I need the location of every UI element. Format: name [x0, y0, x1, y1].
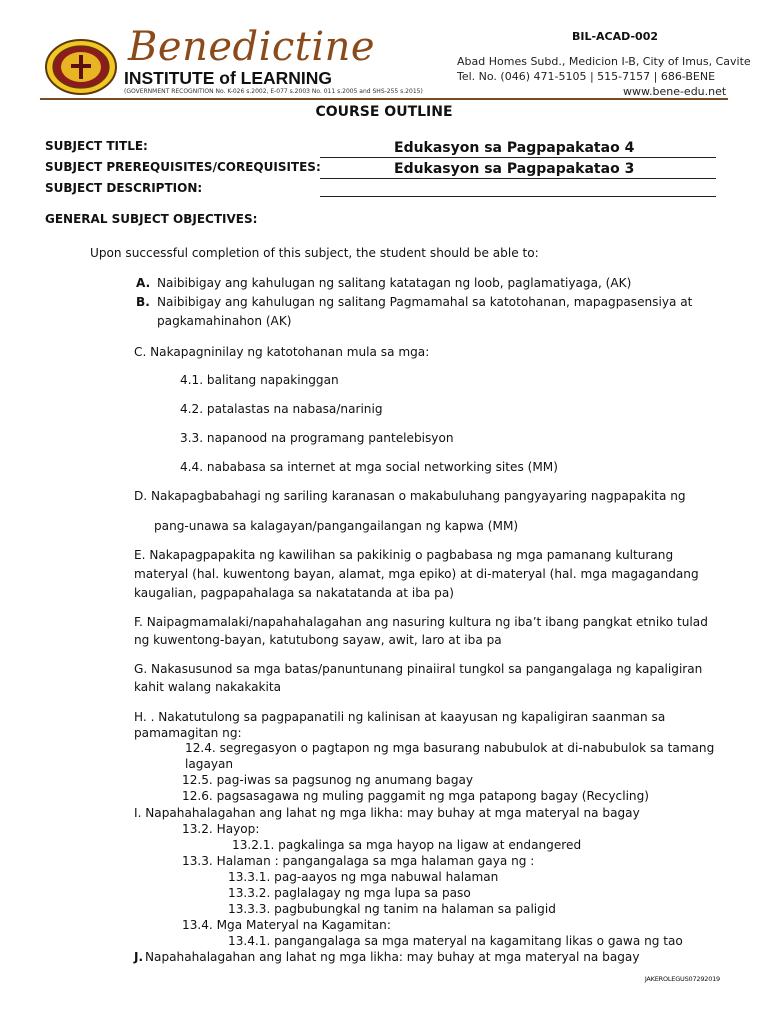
- item-e-text-2: materyal (hal. kuwentong bayan, alamat, mga epiko) at di-materyal (hal. mga magagandang: [134, 567, 699, 581]
- footer-code: JAKEROLEGUS07292019: [644, 975, 720, 983]
- item-d-text-1: D. Nakapagbabahagi ng sariling karanasan o makabuluhang pangyayaring nagpapakita ng: [134, 489, 686, 503]
- item-e-text-1: E. Nakapagpapakita ng kawilihan sa pakikinig o pagbabasa ng mga pamanang kulturang: [134, 548, 674, 562]
- item-i-133: 13.3. Halaman : pangangalaga sa mga halaman gaya ng :: [182, 854, 535, 868]
- item-e-text-3: kaugalian, pagpapahalaga sa nakatatanda at iba pa): [134, 586, 454, 600]
- item-i-text: I. Napahahalagahan ang lahat ng mga likha: may buhay at mga materyal na bagay: [134, 806, 640, 820]
- item-c-3: 3.3. napanood na programang pantelebisyon: [180, 431, 454, 445]
- subject-title-value: Edukasyon sa Pagpapakatao 4: [394, 140, 635, 156]
- item-c-4: 4.4. nababasa sa internet at mga social networking sites (MM): [180, 460, 558, 474]
- phone: Tel. No. (046) 471-5105 | 515-7157 | 686-BENE: [457, 69, 716, 83]
- item-j-text: Napahahalagahan ang lahat ng mga likha: may buhay at mga materyal na bagay: [145, 950, 640, 964]
- prereq-label: SUBJECT PREREQUISITES/COREQUISITES:: [45, 160, 321, 174]
- item-h-text-2: pamamagitan ng:: [134, 726, 242, 740]
- item-i-1321: 13.2.1. pagkalinga sa mga hayop na ligaw at endangered: [232, 838, 582, 852]
- objectives-intro: Upon successful completion of this subject, the student should be able to:: [90, 246, 539, 260]
- header-divider: [40, 98, 728, 100]
- item-i-132: 13.2. Hayop:: [182, 822, 260, 836]
- item-b-text-1: Naibibigay ang kahulugan ng salitang Pagmamahal sa katotohanan, mapagpasensiya at: [157, 295, 693, 309]
- description-underline: [320, 196, 716, 197]
- item-f-text-2: ng kuwentong-bayan, katutubong sayaw, awit, laro at iba pa: [134, 633, 502, 647]
- item-b-text-2: pagkamahinahon (AK): [157, 314, 292, 328]
- contact-block: [457, 55, 751, 99]
- school-seal-logo: [44, 38, 118, 96]
- item-i-1331: 13.3.1. pag-aayos ng mga nabuwal halaman: [228, 870, 499, 884]
- brand-name: Benedictine: [128, 24, 376, 70]
- item-c-text: C. Nakapagninilay ng katotohanan mula sa mga:: [134, 345, 430, 359]
- item-h-126: 12.6. pagsasagawa ng muling paggamit ng mga patapong bagay (Recycling): [182, 789, 649, 803]
- item-d-text-2: pang-unawa sa kalagayan/pangangailangan ng kapwa (MM): [154, 519, 519, 533]
- item-a-marker: A.: [136, 276, 151, 290]
- item-h-text-1: H. . Nakatutulong sa pagpapanatili ng kalinisan at kaayusan ng kapaligiran saanman sa: [134, 710, 666, 724]
- item-a-text: Naibibigay ang kahulugan ng salitang katatagan ng loob, paglamatiyaga, (AK): [157, 276, 632, 290]
- item-c-2: 4.2. patalastas na nabasa/narinig: [180, 402, 383, 416]
- prereq-underline: [320, 178, 716, 179]
- item-h-124-b: lagayan: [185, 757, 234, 771]
- item-g-text-1: G. Nakasusunod sa mga batas/panuntunang pinaiiral tungkol sa pangangalaga ng kapaligiran: [134, 662, 703, 676]
- government-recognition: (GOVERNMENT RECOGNITION No. K-026 s.2002, E-077 s.2003 No. 011 s.2005 and SHS-255 s.2015): [124, 88, 423, 95]
- item-i-134: 13.4. Mga Materyal na Kagamitan:: [182, 918, 391, 932]
- item-b-marker: B.: [136, 295, 150, 309]
- address: Abad Homes Subd., Medicion I-B, City of Imus, Cavite: [457, 55, 751, 68]
- item-i-1332: 13.3.2. paglalagay ng mga lupa sa paso: [228, 886, 471, 900]
- item-i-1333: 13.3.3. pagbubungkal ng tanim na halaman sa paligid: [228, 902, 556, 916]
- item-i-1341: 13.4.1. pangangalaga sa mga materyal na kagamitang likas o gawa ng tao: [228, 934, 683, 948]
- item-h-124-a: 12.4. segregasyon o pagtapon ng mga basurang nabubulok at di-nabubulok sa tamang: [185, 741, 715, 755]
- prereq-value: Edukasyon sa Pagpapakatao 3: [394, 161, 635, 177]
- subject-title-label: SUBJECT TITLE:: [45, 139, 148, 153]
- description-label: SUBJECT DESCRIPTION:: [45, 181, 203, 195]
- item-j-marker: J.: [134, 950, 144, 964]
- brand-institute: INSTITUTE of LEARNING: [124, 68, 333, 88]
- item-f-text-1: F. Naipagmamalaki/napahahalagahan ang nasuring kultura ng iba’t ibang pangkat etniko tulad: [134, 615, 708, 629]
- item-c-1: 4.1. balitang napakinggan: [180, 373, 339, 387]
- item-g-text-2: kahit walang nakakakita: [134, 680, 282, 694]
- page-title: COURSE OUTLINE: [315, 104, 453, 120]
- objectives-heading: GENERAL SUBJECT OBJECTIVES:: [45, 212, 258, 226]
- website: www.bene-edu.net: [623, 84, 727, 98]
- item-h-125: 12.5. pag-iwas sa pagsunog ng anumang bagay: [182, 773, 474, 787]
- subject-title-underline: [320, 157, 716, 158]
- document-code: BIL-ACAD-002: [571, 30, 658, 43]
